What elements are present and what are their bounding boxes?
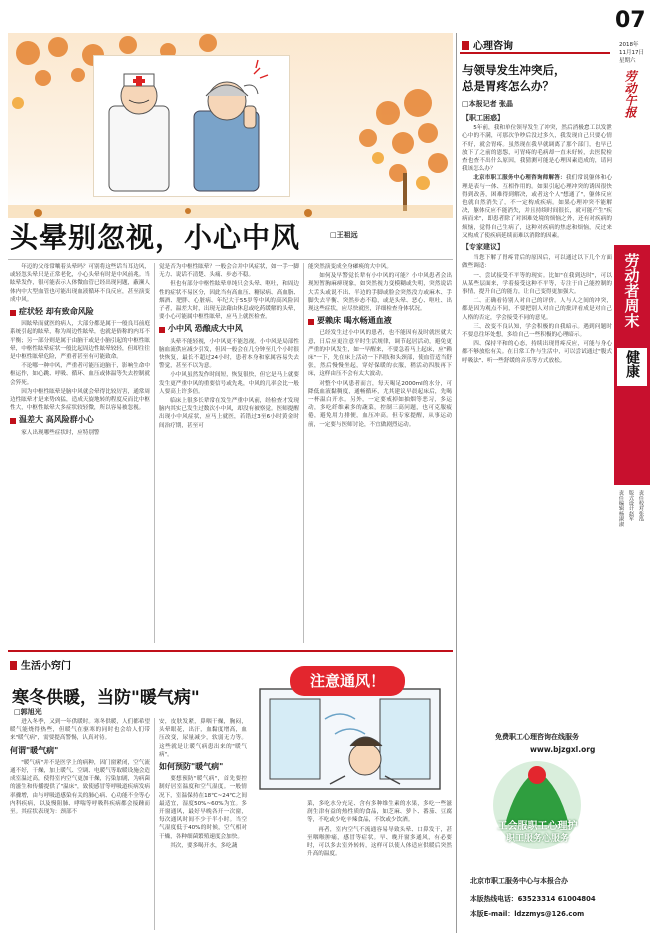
union-logo	[465, 755, 610, 855]
credits: 版式设计赵军	[628, 490, 634, 522]
paragraph: "暖气病"并不是医学上的病种，因门窗紧闭，空气流通不好，干燥，加上暖气、空调、电暖气等取暖设施会造成室温过高，使得室内空气更加干燥，污染加剧，为病菌的滋生和传播提供了"温床"，致使感冒等呼吸道疾病发病率骤增，由与呼吸道感染有关的肺心病、心功能不全等心内科疾病，以及慢阻肺、哮喘等呼吸科疾病都会接踵而至。其症状表现为：颈部不	[10, 759, 150, 816]
paragraph: 但也有部分中枢性眩晕单纯只会头晕、呕吐，和周边性的症状不易区分，因此当有高血压、糖尿病、高血脂、烟酒、肥胖、心脏病、年纪大于55岁等中风的高风险因子者，温差大时，出现无法藉由休息或吃药缓解的头晕，要小心可能属中枢性眩晕，应马上就医检查。	[159, 281, 299, 321]
paragraph: 菜，多吃水分充足、含有多种维生素的水果，多吃一些滋润生津有益的热性质的食品，如芝麻、萝卜、番茄、豆腐等，不吃或少吃辛辣食品，不饮或少饮酒。	[307, 801, 452, 824]
doctor-patient-cartoon	[93, 55, 290, 197]
psych-body	[462, 112, 612, 366]
paragraph: 因为中枢性眩晕是脑中风就会晕得比较厉害，通常周边性眩晕才是来势凶猛，造成天旋地转的程度反而比中枢性大，中枢性眩晕大多症状较轻微，所以容易被忽视。	[10, 388, 150, 412]
logo-text-1: 工会服职工心理护	[497, 821, 578, 832]
page-number: 07	[615, 8, 646, 33]
paragraph: 进入冬季，又到一年供暖时。寒冬供暖，人们都希望暖气能烧得热些，但暖气在驱寒的同时也会给人们带来"暖气病"，需要提高警惕，认真对待。	[10, 719, 150, 742]
sidebar-band	[614, 245, 650, 485]
paragraph: 一、尝试接受不平等的现实。比如"在我到达时"，可以从某些层面来，学着接受这种不平等，专注于自己能控制的事情，提升自己的能力，让自己变得更加强大。	[462, 272, 612, 296]
life-col-1	[10, 718, 150, 817]
subheading: 如何预防"暖气病"	[159, 762, 224, 772]
date-day: 11月17日	[619, 50, 644, 56]
credits: 责任校对张泓	[638, 490, 644, 522]
life-article-title: 寒冬供暖，当防"暖气病"	[12, 688, 200, 708]
paragraph: 二、正确看待别人对自己的评价。人与人之间的冲突，都是因为观点不同，不要把别人对自己的批评看成是对自己人格的否定，学会接受不同的意见。	[462, 298, 612, 321]
paragraph: 再者，室内空气不流通容易导致头晕、口鼻发干，甚至咽喉肿痛，感冒等症状。早、晚开窗多通风，有必要时，可以多去室外转转，这样可以使人体适应供暖后突然升高的温度。	[307, 826, 452, 858]
subheading: 症状轻 却有致命风险	[19, 307, 94, 317]
paragraph: 四、保持平和的心态，持续出现胃疼反应，可能与身心都不够放松有关。在日常工作与生活中，可以尝试通过"腹式呼吸法"、听一些舒缓的音乐等方式放松。	[462, 341, 612, 364]
paragraph: 5年前，我和单位领导发生了冲突，然后消极怠工以发泄心中的不满，可那次争吵后没过多久，我发现自己只要心情不好，就会胃疼。虽然现在我早就调离了那个部门，也早已放下了之前的恩怨，可胃疼的毛病却一直未好转，去医院检查也查不出什么原因，我猜测可能是心理因素造成的，请问我该怎么办？	[462, 125, 612, 173]
paragraph: 不论哪一种中风，严重者可能压迫脑干，影响生命中枢运作，如心跳、呼吸、循环、血压或体温等失去控制就会猝死。	[10, 363, 150, 386]
credits: 责任编辑杨淑淑	[618, 490, 624, 527]
paragraph: 觉是否为中枢性眩晕？一般会合并中风症状，如一手一脚无力、说话不清楚、头痛、步态不稳。	[159, 264, 299, 279]
paragraph: 年迈的父母常嚷着头晕吗？可别将这些话当耳边风，或轻忽头晕只是正常老化，小心头晕有时是中风前兆。当眩晕发作，很可能表示人体微血管已经出现问题，蔽濒人体内中大型血管也可能出现血液循环不良反应，甚至演变成中风。	[10, 264, 150, 303]
email: 本版E-mail：ldzzmys@126.com	[470, 910, 585, 918]
paragraph: 安，皮肤发紧，鼻咽干燥，胸闷，头晕眼花，出汗，血黏度增高，血压改变，尿量减少，软弱无力等。这些就是让暖气病患出来的"暖气病"。	[159, 719, 247, 758]
paragraph: 三、改变不良认知，学会积极的自我暗示。遇到问题时不要总往坏处想，多给自己一些积极的心理暗示。	[462, 323, 612, 339]
life-col-2	[159, 718, 247, 851]
hotline: 本版热线电话：63523314 61004804	[470, 895, 596, 903]
paragraph: 北京市职工服务中心理咨询师解答：我们常说躯体和心理是表与一体、互相作用的。如果引起心理冲突的诱因很快得到改善，困难得到解决，或者这个人"想通了"，躯体反应也就自然消失了，不一定构成疾病。如果心理冲突不能解决，躯体反应不能消失，并且持续时间很长，就可能产生"疾病而来"，即患者除了对困难处境的烦恼之外，还有对疾病的烦恼，觉得自己生病了，这种对疾病的焦虑和烦恼，反过来又构成了使疾病延续而难以消除的因素。	[462, 175, 612, 239]
main-col-3	[308, 263, 452, 430]
website-link[interactable]: www.bjzgxl.org	[530, 745, 596, 754]
sidebar-band-bottom: 健康	[624, 350, 640, 378]
paragraph: 因眩晕而就医的病人，大部分都是属于一般良耳前庭系统引起的眩晕，称为周边性眩晕，也就是俗称的内耳不平衡；另一部分则是属于由脑干或是小脑引起的中枢性眩晕，中枢性眩晕症状一般比起周边性眩晕较轻，但却往往是中枢性眩晕危险，严重者甚至有可能致命。	[10, 321, 150, 361]
paragraph: 家人出现哪些症状时，应特别警	[21, 429, 100, 436]
bullet-icon	[10, 418, 16, 424]
psych-title-1: 与领导发生冲突后，	[462, 63, 566, 77]
logo-text-2: 职工服务心服务	[505, 834, 569, 844]
expert-label: 【专家建议】	[462, 243, 504, 252]
byline: □王祖远	[330, 231, 358, 239]
paragraph: 要想预防"暖气病"，首先要控制好居室温度和空气湿度。一般情况下，室温保持在18℃~24℃之间最适宜，湿度50%~60%为宜。多开窗通风，最好早晚各开一次窗，每次通风时间不少于半小时。当空气湿度低于40%的时候，空气相对干燥，各种细菌繁殖速度会加快。	[159, 776, 247, 840]
paragraph: 如何及早警觉长辈有小中风的可能？小中风患者会出现短暂胸麻痹现象，如突然视力变模糊或失明，突然说话大舌头或说不出、半边的手脚或脸会突然没力或麻木、手脚失去平衡、突然步态不稳，或是头晕、恶心、呕吐、出现这些症状，应尽快就医，详细检查身体状况。	[308, 273, 452, 313]
life-article-byline: □郭旭光	[14, 708, 42, 716]
section-label-life-tips: 生活小窍门	[10, 657, 71, 672]
main-col-1	[10, 263, 150, 438]
date-year: 2018年	[619, 42, 639, 48]
paragraph: 能突然演变成全身瘫痪的大中风。	[308, 264, 392, 270]
weekday: 星期六	[619, 58, 636, 64]
paragraph: 小中风虽然发作时间短，恢复很快，但它是马上就要发生更严重中风的重要信号或先兆，中风的几率会比一般人要高上许多倍。	[159, 372, 299, 395]
psych-byline: □本报记者 张晶	[462, 100, 514, 108]
paragraph: 临床上很多长辈常在发生严重中风前，经检查才发现脑内其实已发生过数次小中风，却没有被察觉。医师提醒出现小中风症状，应马上就医，若错过3至6小时黄金时间治疗期，甚至可	[159, 398, 299, 429]
bullet-icon	[308, 319, 314, 325]
subheading: 小中风 恐酿成大中风	[168, 324, 243, 334]
autumn-banner-illustration	[8, 33, 453, 218]
bullet-icon	[159, 327, 165, 333]
subheading: 要赖床 喝水畅通血液	[317, 316, 392, 326]
paragraph: 头晕不能轻视，小中风更不能忽视。小中风是局部性脑血流供应减少引发，但因一般会在几分钟至几个小时很快恢复，最长不超过24小时，患者本身和家属容易失去警觉，甚至不以为意。	[159, 338, 299, 370]
main-col-2	[159, 263, 299, 431]
subheading: 温差大 高风险群小心	[19, 415, 94, 425]
illustration-caption: 注意通风！	[309, 672, 385, 690]
paragraph: 其次，要多喝开水，多吃蔬	[170, 842, 238, 849]
paragraph: 对整个中风患者而言，每天喝足2000ml的水分，可降低血液黏稠度，通畅循环，尤其建议早晨起床后，先喝一杯温白开水。另外，一定要戒掉如抽烟等恶习，多运动，多吃纤维素多的蔬菜，控制三高问题，也可克服疲倦，避免用力排便，血压冲高。但专家提醒，从事运动前，一定要与医师讨论，不宜做剧烈运动。	[308, 380, 452, 428]
ventilation-illustration	[250, 664, 450, 794]
section-label-psych: 心理咨询	[462, 37, 513, 52]
paragraph: 当您下解了胃疼背后的原因后，可以通过以下几个方面做些调适：	[462, 255, 612, 270]
life-col-3	[307, 800, 452, 859]
bullet-icon	[10, 310, 16, 316]
page-title: 头晕别忽视，小心中风	[10, 221, 301, 254]
paper-logo: 劳动午报	[623, 70, 637, 118]
subheading: 何谓"暖气病"	[10, 745, 59, 755]
sidebar-band-top: 劳动者周末	[622, 253, 641, 328]
paragraph: 已经发生过小中风的患者，也不能因有及时就医就大意，日后应更注意平时生活规律，调节起居活动，避免更严重的中风发生，如一早醒来，不要急着马上起床，应"赖床"一下，先在床上活动一下四肢和头颈部，使血管适当舒张，然后慢慢坐起，穿好保暖的衣服，稍活动四肢再下床，这样由压不会有太大波动。	[308, 330, 452, 378]
sidebar-band-bottom-box	[617, 348, 647, 386]
psych-title-2: 总是胃疼怎么办？	[462, 79, 554, 93]
q-label: 【职工困惑】	[462, 114, 504, 122]
service-label: 免费职工心理咨询在线服务	[495, 733, 579, 741]
org-statement: 北京市职工服务中心与本报合办	[470, 877, 568, 885]
